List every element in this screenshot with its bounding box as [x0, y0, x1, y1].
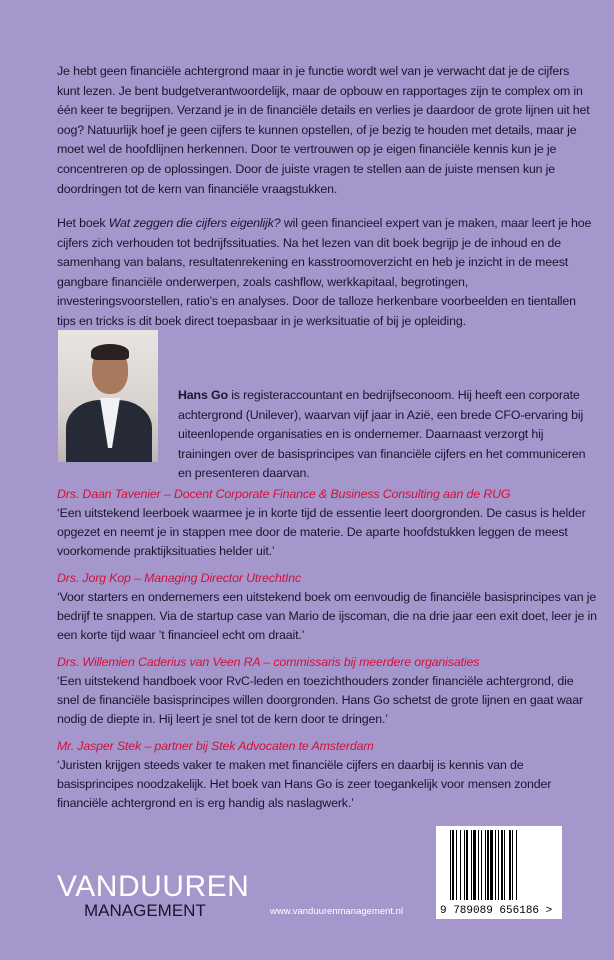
intro-text-1: Je hebt geen financiële achtergrond maar in je functie wordt wel van je verwacht dat je de cijfers kunt lezen. Je bent budgetverantwoordelijk, maar de opbouw en rapportages zijn te complex om in één keer te begrijpen. Verzand je in de financiële details en verlies je daardoor de grote lijnen uit het oog? Natuurlijk hoef je geen cijfers te kunnen opstellen, of je bezig te houden met details, maar je moet wel de hoofdlijnen herkennen. Door te vertrouwen op je eigen financiële kennis kun je je concentreren op de oplossingen. Door de juiste vragen te stellen aan de juiste mensen kun je doordringen tot de kern van financiële vraagstukken. [57, 64, 590, 196]
barcode-bar [481, 830, 482, 900]
author-bio [178, 386, 598, 484]
quote-text: ‘Juristen krijgen steeds vaker te maken met financiële cijfers en daarbij is kennis van de basisprincipes noodzakelijk. Het boek van Hans Go is zeer toegankelijk voor mensen zonder financiële achtergrond en is erg handig als naslagwerk.’ [57, 758, 552, 810]
barcode-bar [464, 830, 465, 900]
barcode-bars [450, 830, 548, 900]
barcode-bar [501, 830, 503, 900]
intro-paragraph-1 [57, 62, 593, 199]
publisher-url: www.vanduurenmanagement.nl [270, 906, 404, 917]
barcode-bar [456, 830, 457, 900]
author-photo [58, 330, 158, 462]
quote-author: Drs. Willemien Caderius van Veen RA – commissaris bij meerdere organisaties [57, 655, 480, 669]
quote-text: ‘Een uitstekend leerboek waarmee je in korte tijd de essentie leert doorgronden. De casus is helder opgezet en neemt je in stappen mee door de materie. De aparte hoofdstukken leggen de meest voorkomende praktijksituaties helder uit.’ [57, 506, 586, 558]
quote [57, 737, 597, 813]
barcode-bar [512, 830, 513, 900]
barcode-bar [495, 830, 496, 900]
intro-text-2b: wil geen financieel expert van je maken, maar leert je hoe cijfers zich verhouden tot bedrijfssituaties. Na het lezen van dit boek begrijp je de inhoud en de samenhang van balans, resultatenrekening en kasstroomoverzicht en heb je inzicht in de meest gangbare financiële onderwerpen, zoals cashflow, werkkapitaal, begrotingen, investeringsvoorstellen, ratio’s en analyses. Door de talloze herkenbare voorbeelden en tientallen tips en tricks is dit boek direct toepasbaar in je werksituatie of bij je opleiding. [57, 216, 592, 328]
barcode-bar [471, 830, 472, 900]
barcode-bar [490, 830, 493, 900]
logo-bottom: MANAGEMENT [84, 901, 206, 920]
author-name: Hans Go [178, 388, 228, 402]
quote [57, 569, 597, 645]
quote-text: ‘Voor starters en ondernemers een uitstekend boek om eenvoudig de financiële basisprincipes van je bedrijf te snappen. Via de startup case van Mario de ijscoman, die na drie jaar een exit doet, leer je in een korte tijd waar ’t financieel echt om draait.’ [57, 590, 597, 642]
logo-top: VANDUUREN [57, 870, 250, 903]
quote-author: Drs. Daan Tavenier – Docent Corporate Finance & Business Consulting aan de RUG [57, 487, 511, 501]
quote-text: ‘Een uitstekend handboek voor RvC-leden en toezichthouders zonder financiële achtergrond, die snel de financiële basisprincipes willen doorgronden. Hans Go schetst de grote lijnen en gaat waar nodig de diepte in. Hij leert je snel tot de kern door te dringen.’ [57, 674, 583, 726]
quote-author: Mr. Jasper Stek – partner bij Stek Advocaten te Amsterdam [57, 739, 374, 753]
barcode-bar [504, 830, 505, 900]
barcode-bar [487, 830, 489, 900]
barcode-bar [485, 830, 486, 900]
barcode-bar [460, 830, 461, 900]
book-title: Wat zeggen die cijfers eigenlijk? [108, 216, 281, 230]
barcode-bar [473, 830, 476, 900]
barcode-bar [478, 830, 479, 900]
intro-text-2a: Het boek [57, 216, 109, 230]
author-bio-text: is registeraccountant en bedrijfseconoom. Hij heeft een corporate achtergrond (Unilever), waarvan vijf jaar in Azië, een brede CFO-ervaring bij uiteenlopende organisaties en is ondernemer. Daarnaast verzorgt hij trainingen over de basisprincipes van financiële cijfers en het communiceren en presenteren daarvan. [178, 388, 586, 481]
quote [57, 485, 597, 561]
barcode-bar [450, 830, 451, 900]
barcode-bar [498, 830, 499, 900]
quote-author: Drs. Jorg Kop – Managing Director UtrechtInc [57, 571, 302, 585]
isbn-number: 9 789089 656186 > [440, 905, 553, 917]
publisher-logo [57, 870, 250, 920]
barcode-bar [509, 830, 511, 900]
barcode-bar [452, 830, 454, 900]
quote [57, 653, 597, 729]
isbn-barcode [436, 826, 562, 919]
intro-paragraph-2 [57, 214, 593, 332]
barcode-bar [516, 830, 517, 900]
barcode-bar [466, 830, 468, 900]
